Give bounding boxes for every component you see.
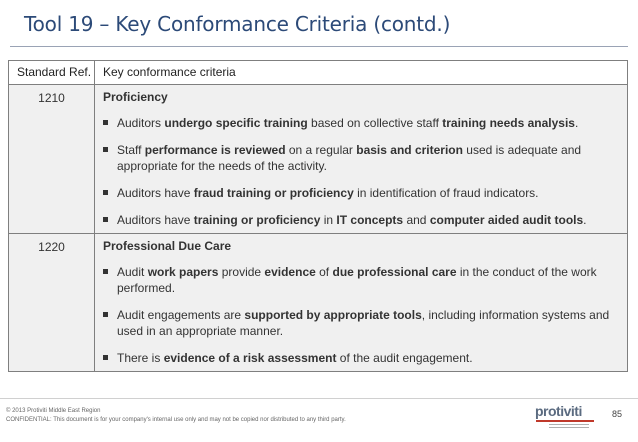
criteria-bullet — [103, 264, 621, 296]
logo-wordmark: protiviti — [535, 403, 582, 419]
bullet-text: used is adequate and appropriate for the needs of the activity. — [117, 143, 582, 173]
logo-tagline-graphic — [549, 424, 589, 431]
square-bullet-icon — [103, 190, 108, 195]
square-bullet-icon — [103, 312, 108, 317]
bullet-text: Audit — [117, 265, 148, 279]
bullet-emphasis-text: evidence of a risk assessment — [163, 351, 337, 365]
bullet-text: in the conduct of the work performed. — [117, 265, 597, 295]
bullet-text: on a regular — [285, 143, 357, 157]
square-bullet-icon — [103, 120, 108, 125]
bullet-text: provide — [218, 265, 265, 279]
bullet-emphasis-text: supported by appropriate tools — [244, 308, 422, 322]
criteria-bullet-list — [103, 115, 621, 228]
bullet-text: . — [583, 213, 587, 227]
title-divider — [10, 46, 628, 47]
bullet-emphasis-text: training or proficiency — [193, 213, 321, 227]
table-row — [9, 234, 628, 372]
table-row — [9, 85, 628, 234]
bullet-text: Staff — [117, 143, 145, 157]
bullet-text: There is — [117, 351, 164, 365]
bullet-emphasis-text: IT concepts — [336, 213, 404, 227]
criteria-cell — [95, 234, 628, 372]
header-standard-ref: Standard Ref. — [9, 61, 95, 85]
criteria-bullet — [103, 185, 621, 201]
bullet-emphasis-text: due professional care — [332, 265, 457, 279]
bullet-text: , including information systems and used in an appropriate manner. — [117, 308, 610, 338]
bullet-emphasis-text: training needs analysis — [442, 116, 575, 130]
criteria-heading: Proficiency — [103, 90, 168, 104]
page-number: 85 — [612, 409, 623, 419]
bullet-emphasis-text: performance is reviewed — [144, 143, 286, 157]
bullet-text: of the audit engagement. — [336, 351, 473, 365]
square-bullet-icon — [103, 355, 108, 360]
standard-ref-cell: 1210 — [9, 85, 95, 234]
table-header-row — [9, 61, 628, 85]
bullet-emphasis-text: evidence — [264, 265, 316, 279]
footer-copyright: © 2013 Protiviti Middle East Region — [6, 408, 101, 414]
bullet-text: Audit engagements are — [117, 308, 245, 322]
square-bullet-icon — [103, 217, 108, 222]
square-bullet-icon — [103, 147, 108, 152]
criteria-bullet — [103, 142, 621, 174]
bullet-emphasis-text: work papers — [147, 265, 219, 279]
bullet-emphasis-text: undergo specific training — [164, 116, 308, 130]
criteria-bullet — [103, 115, 621, 131]
header-key-criteria: Key conformance criteria — [95, 61, 628, 85]
bullet-text: based on collective staff — [307, 116, 443, 130]
bullet-emphasis-text: basis and criterion — [356, 143, 463, 157]
footer-text — [6, 407, 346, 425]
square-bullet-icon — [103, 269, 108, 274]
bullet-text: Auditors — [117, 116, 165, 130]
criteria-table-body — [9, 85, 628, 372]
bullet-emphasis-text: computer aided audit tools — [429, 213, 584, 227]
criteria-table — [8, 60, 628, 372]
standard-ref-cell: 1220 — [9, 234, 95, 372]
slide-title: Tool 19 – Key Conformance Criteria (contd.) — [24, 12, 451, 36]
bullet-text: in identification of fraud indicators. — [353, 186, 539, 200]
bullet-text: Auditors have — [117, 213, 194, 227]
bullet-text: in — [320, 213, 337, 227]
bullet-text: and — [403, 213, 430, 227]
bullet-emphasis-text: fraud training or proficiency — [193, 186, 354, 200]
logo-underline — [536, 420, 594, 422]
criteria-cell — [95, 85, 628, 234]
criteria-bullet — [103, 307, 621, 339]
criteria-bullet-list — [103, 264, 621, 366]
footer-confidential: CONFIDENTIAL: This document is for your company's internal use only and may not be copied nor distributed to any third party. — [6, 417, 346, 423]
bullet-text: of — [315, 265, 333, 279]
criteria-heading: Professional Due Care — [103, 239, 232, 253]
criteria-bullet — [103, 212, 621, 228]
bullet-text: Auditors have — [117, 186, 194, 200]
footer-divider — [0, 398, 638, 399]
bullet-text: . — [574, 116, 579, 130]
criteria-bullet — [103, 350, 621, 366]
protiviti-logo — [535, 403, 597, 433]
